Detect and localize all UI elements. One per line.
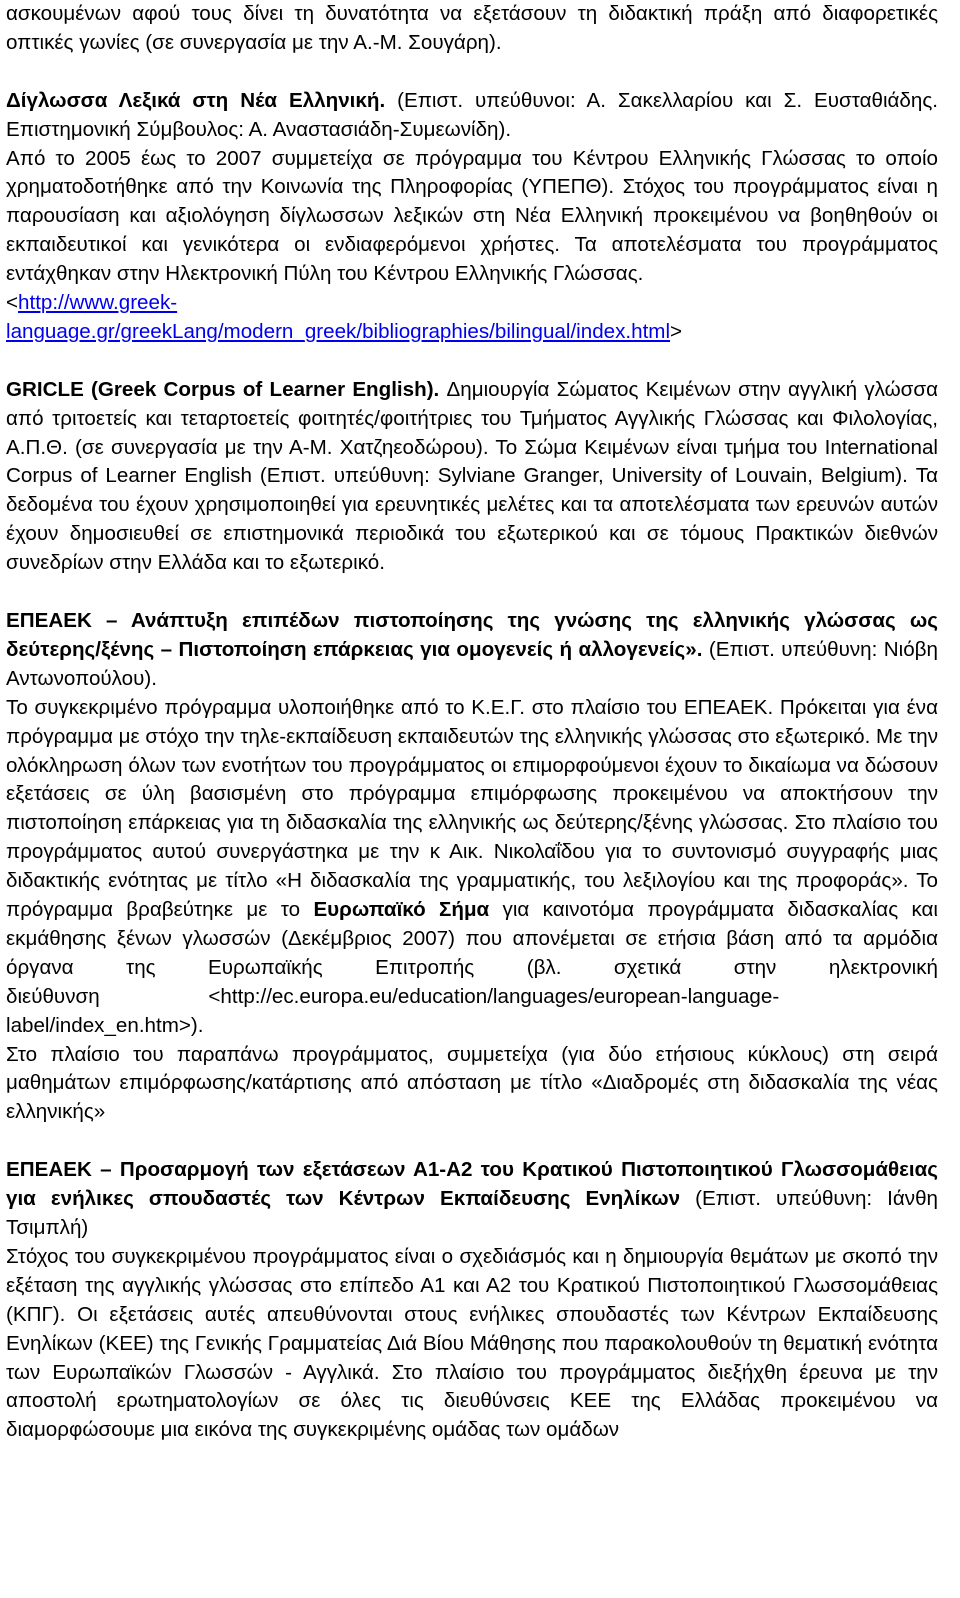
europa-url: <http://ec.europa.eu/education/languages/european-language- <box>208 984 780 1008</box>
section-meta: (Επιστ. υπεύθυνη: Νιόβη Αντωνοπούλου). <box>6 637 938 690</box>
greek-language-link[interactable]: http://www.greek- <box>18 291 178 315</box>
section-epeaek-certification <box>6 607 938 1127</box>
link-line: <http://www.greek- language.gr/greekLang/modern_greek/bibliographies/bilingual/index.html> <box>6 291 683 343</box>
spacer <box>6 347 938 376</box>
spacer <box>6 1127 938 1156</box>
section-gricle <box>6 376 938 578</box>
section-meta: (Επιστ. υπεύθυνη: Ιάνθη Τσιμπλή) <box>6 1187 938 1239</box>
section-title: Δίγλωσσα Λεξικά στη Νέα Ελληνική. <box>6 88 386 112</box>
section-bilingual-dictionaries <box>6 87 938 347</box>
section-body: Δημιουργία Σώματος Κειμένων στην αγγλική γλώσσα από τριτοετείς και τεταρτοετείς φοιτητές/φοιτήτριες του Τμήματος Αγγλικής Γλώσσας και Φιλολογίας, Α.Π.Θ. (σε συνεργασία με την Α-Μ. Χατζηεοδώρου). Το Σώμα Κειμένων είναι τμήμα του International Corpus of Learner English (Επιστ. υπεύθυνη: Sylviane Granger, University of Louvain, Belgium). Τα δεδομένα του έχουν χρησιμοποιηθεί για ερευνητικές μελέτες και τα αποτελέσματα των ερευνών αυτών έχουν δημοσιευθεί σε επιστημονικά περιοδικά του εξωτερικού και σε τόμους Πρακτικών διεθνών συνεδρίων στην Ελλάδα και το εξωτερικό. <box>6 377 939 575</box>
document-page <box>6 0 938 1445</box>
section-body-part2: για καινοτόμα προγράμματα διδασκαλίας και εκμάθησης ξένων γλωσσών (Δεκέμβριος 2007) που απονέμεται σε ετήσια βάση από τα αρμόδια όργανα της Ευρωπαϊκής Επιτροπής (βλ. σχετικά στην ηλεκτρονική διεύθυνση <box>6 898 938 1008</box>
section-title: ΕΠΕΑΕΚ – Ανάπτυξη επιπέδων πιστοποίησης της γνώσης της ελληνικής γλώσσας ως δεύτερης/ξένης – Πιστοποίηση επάρκειας για ομογενείς ή αλλογενείς». <box>6 608 938 661</box>
section-body: Από το 2005 έως το 2007 συμμετείχα σε πρόγραμμα του Κέντρου Ελληνικής Γλώσσας το οποίο χρηματοδοτήθηκε από την Κοινωνία της Πληροφορίας (ΥΠΕΠΘ). Στόχος του προγράμματος είναι η παρουσίαση και αξιολόγηση δίγλωσσων λεξικών στη Νέα Ελληνική προκειμένου να βοηθηθούν οι εκπαιδευτικοί και γενικότερα οι ενδιαφερόμενοι χρήστες. Τα αποτελέσματα του προγράμματος εντάχθηκαν στην Ηλεκτρονική Πύλη του Κέντρου Ελληνικής Γλώσσας. <box>6 146 938 286</box>
europa-url-continued: label/index_en.htm>). <box>6 1013 204 1037</box>
award-name: Ευρωπαϊκό Σήμα <box>313 898 490 922</box>
section-title: ΕΠΕΑΕΚ – Προσαρμογή των εξετάσεων Α1-Α2 του Κρατικού Πιστοποιητικού Γλωσσομάθειας για ενήλικες σπουδαστές των Κέντρων Εκπαίδευσης Ενηλίκων <box>6 1158 938 1211</box>
intro-paragraph: ασκουμένων αφού τους δίνει τη δυνατότητα να εξετάσουν τη διδακτική πράξη από διαφορετικές οπτικές γωνίες (σε συνεργασία με την Α.-Μ. Σουγάρη). <box>6 2 938 54</box>
section-epeaek-exams <box>6 1156 938 1445</box>
section-meta: (Επιστ. υπεύθυνοι: Α. Σακελλαρίου και Σ. Ευσταθιάδης. Επιστημονική Σύμβουλος: Α. Αναστασιάδη-Συμεωνίδη). <box>6 88 938 141</box>
spacer <box>6 578 938 607</box>
section-body-part3: Στο πλαίσιο του παραπάνω προγράμματος, συμμετείχα (για δύο ετήσιους κύκλους) στη σειρά μαθημάτων επιμόρφωσης/κατάρτισης από απόσταση με τίτλο «Διαδρομές στη διδασκαλία της νέας ελληνικής» <box>6 1042 938 1124</box>
section-title: GRICLE (Greek Corpus of Learner English). <box>6 377 440 401</box>
section-body-part1: Το συγκεκριμένο πρόγραμμα υλοποιήθηκε από το Κ.Ε.Γ. στο πλαίσιο του ΕΠΕΑΕΚ. Πρόκειται για ένα πρόγραμμα με στόχο την τηλε-εκπαίδευση εκπαιδευτών της ελληνικής γλώσσας στο εξωτερικό. Με την ολόκληρωση όλων των ενοτήτων του προγράμματος οι επιμορφούμενοι έχουν το δικαίωμα να δώσουν εξετάσεις σε ύλη βασισμένη στο πρόγραμμα επιμόρφωσης προκειμένου να αποκτήσουν την πιστοποίηση επάρκειας για τη διδασκαλία της ελληνικής ως δεύτερης/ξένης γλώσσας. Στο πλαίσιο του προγράμματος αυτού συνεργάστηκα με την κ Αικ. Νικολαΐδου για το συντονισμό συγγραφής μιας διδακτικής ενότητας με τίτλο «Η διδασκαλία της γραμματικής, του λεξιλογίου και της προφοράς». Το πρόγραμμα βραβεύτηκε με το <box>6 695 938 922</box>
section-body: Στόχος του συγκεκριμένου προγράμματος είναι ο σχεδιάσμός και η δημιουργία θεμάτων με σκοπό την εξέταση της αγγλικής γλώσσας στο επίπεδο Α1 και Α2 του Κρατικού Πιστοποιητικού Γλωσσομάθειας (ΚΠΓ). Οι εξετάσεις αυτές απευθύνονται στους ενήλικες σπουδαστές των Κέντρων Εκπαίδευσης Ενηλίκων (ΚΕΕ) της Γενικής Γραμματείας Διά Βίου Μάθησης που παρακολουθούν τη θεματική ενότητα των Ευρωπαϊκών Γλωσσών - Αγγλικά. Στο πλαίσιο του προγράμματος διεξήχθη έρευνα με την αποστολή ερωτηματολογίων σε όλες τις διευθύνσεις ΚΕΕ της Ελλάδας προκειμένου να διαμορφώσουμε μια εικόνα της συγκεκριμένης ομάδας των ομάδων <box>6 1244 938 1442</box>
spacer <box>6 58 938 87</box>
greek-language-link-continued[interactable]: language.gr/greekLang/modern_greek/bibliographies/bilingual/index.html <box>6 319 671 343</box>
